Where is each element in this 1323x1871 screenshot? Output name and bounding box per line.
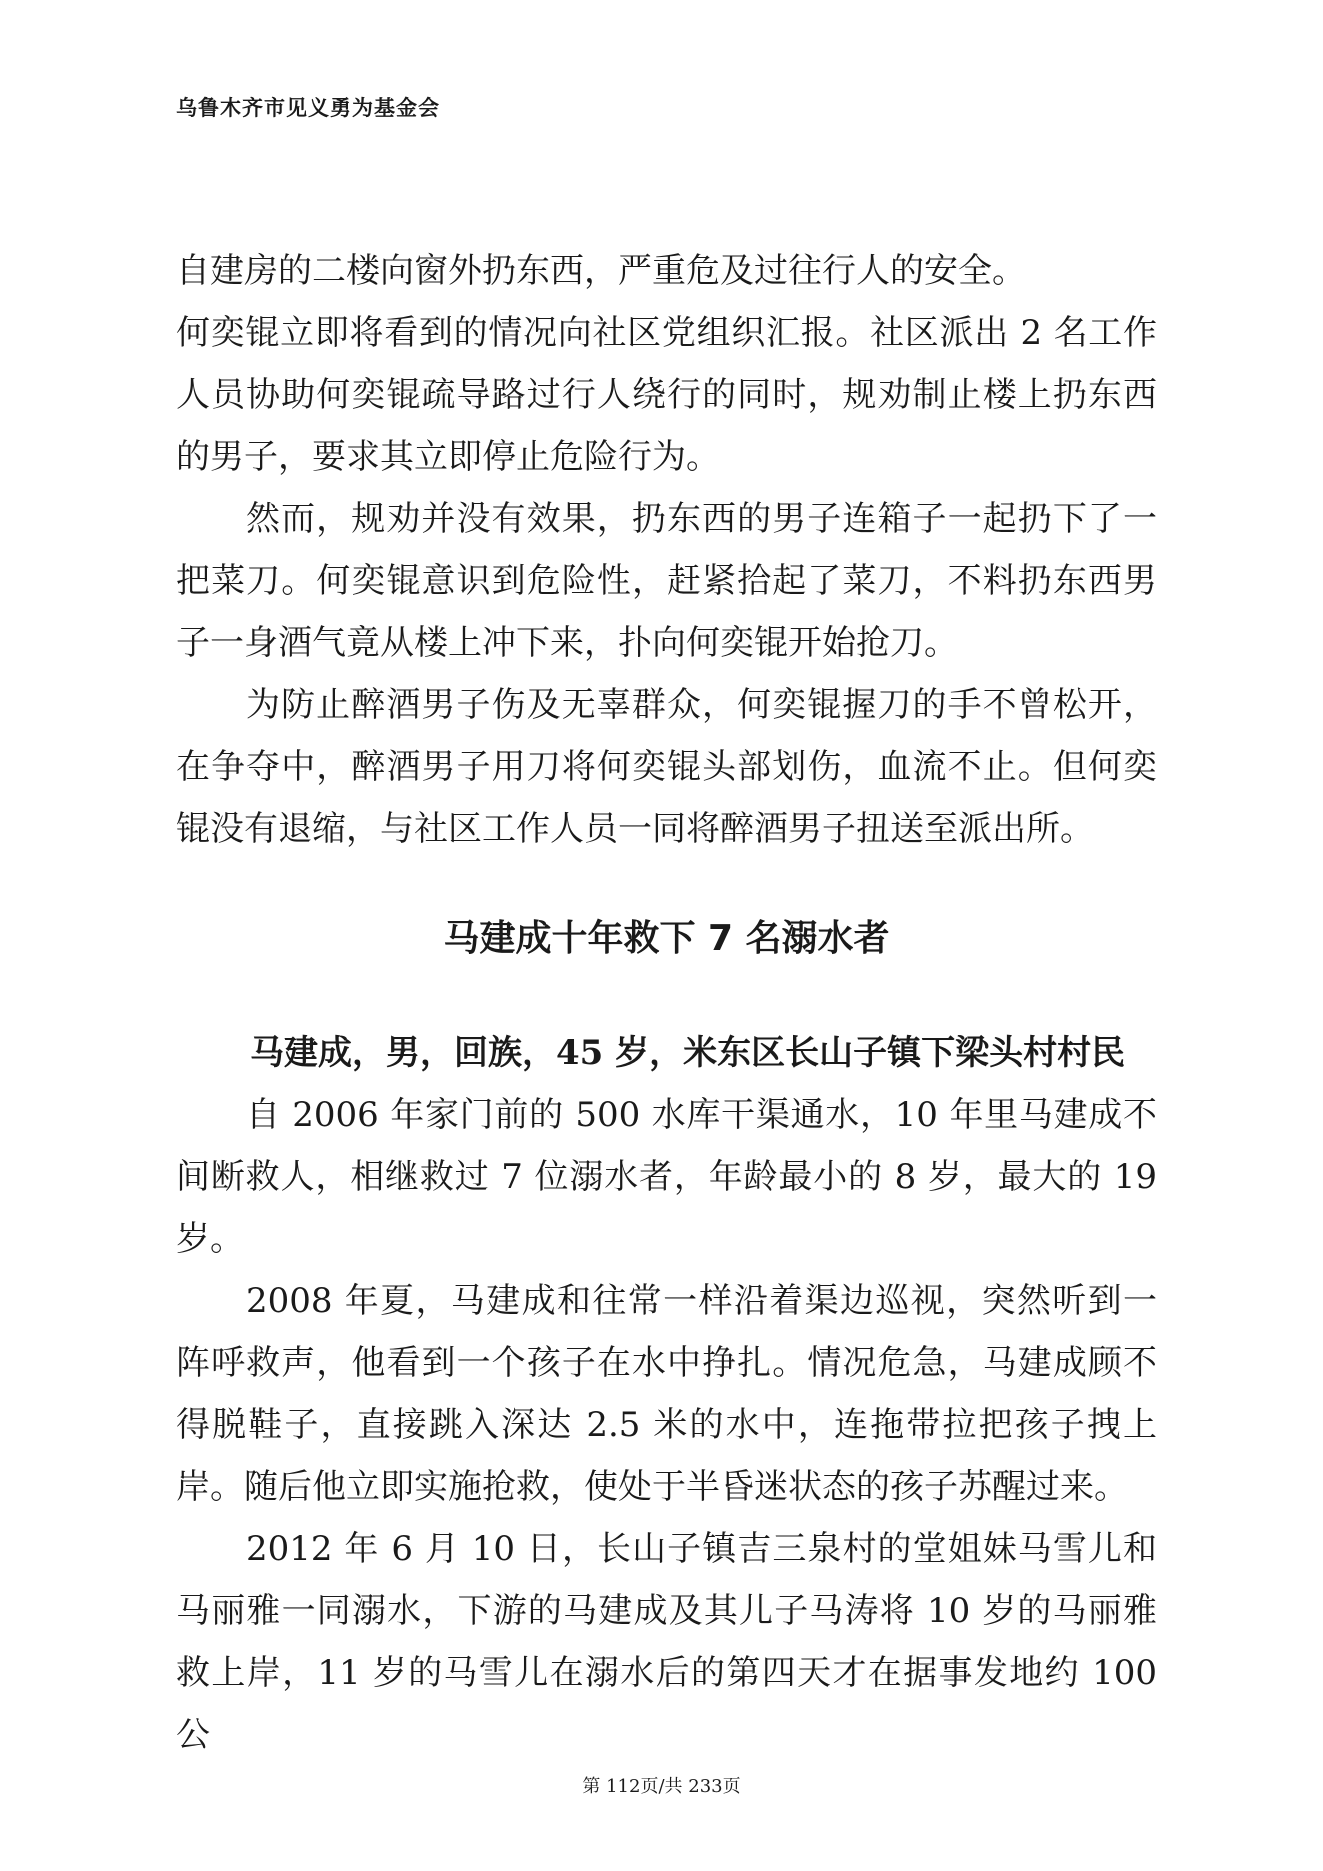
section-title: 马建成十年救下 7 名溺水者: [443, 918, 890, 959]
paragraph: 自 2006 年家门前的 500 水库干渠通水，10 年里马建成不间断救人，相继救过 7 位溺水者，年龄最小的 8 岁，最大的 19 岁。: [176, 1095, 1157, 1259]
document-body: [176, 240, 1157, 1766]
paragraph: 何奕锟立即将看到的情况向社区党组织汇报。社区派出 2 名工作人员协助何奕锟疏导路过行人绕行的同时，规劝制止楼上扔东西的男子，要求其立即停止危险行为。: [176, 313, 1157, 477]
paragraph: 2008 年夏，马建成和往常一样沿着渠边巡视，突然听到一阵呼救声，他看到一个孩子在水中挣扎。情况危急，马建成顾不得脱鞋子，直接跳入深达 2.5 米的水中，连拖带拉把孩子拽上岸。随后他立即实施抢救，使处于半昏迷状态的孩子苏醒过来。: [176, 1281, 1157, 1507]
section-subtitle: 马建成，男，回族，45 岁，米东区长山子镇下梁头村村民: [250, 1033, 1126, 1073]
paragraph: 为防止醉酒男子伤及无辜群众，何奕锟握刀的手不曾松开，在争夺中，醉酒男子用刀将何奕锟头部划伤，血流不止。但何奕锟没有退缩，与社区工作人员一同将醉酒男子扭送至派出所。: [176, 685, 1157, 849]
page-number: 第 112页/共 233页: [582, 1776, 741, 1797]
paragraph: 2012 年 6 月 10 日，长山子镇吉三泉村的堂姐妹马雪儿和马丽雅一同溺水，下游的马建成及其儿子马涛将 10 岁的马丽雅救上岸，11 岁的马雪儿在溺水后的第四天才在据事发地约 100 公: [176, 1529, 1157, 1755]
header-org-name: 乌鲁木齐市见义勇为基金会: [176, 95, 440, 120]
paragraph: 然而，规劝并没有效果，扔东西的男子连箱子一起扔下了一把菜刀。何奕锟意识到危险性，赶紧拾起了菜刀，不料扔东西男子一身酒气竟从楼上冲下来，扑向何奕锟开始抢刀。: [176, 499, 1157, 663]
paragraph: 自建房的二楼向窗外扔东西，严重危及过往行人的安全。: [176, 251, 1026, 291]
